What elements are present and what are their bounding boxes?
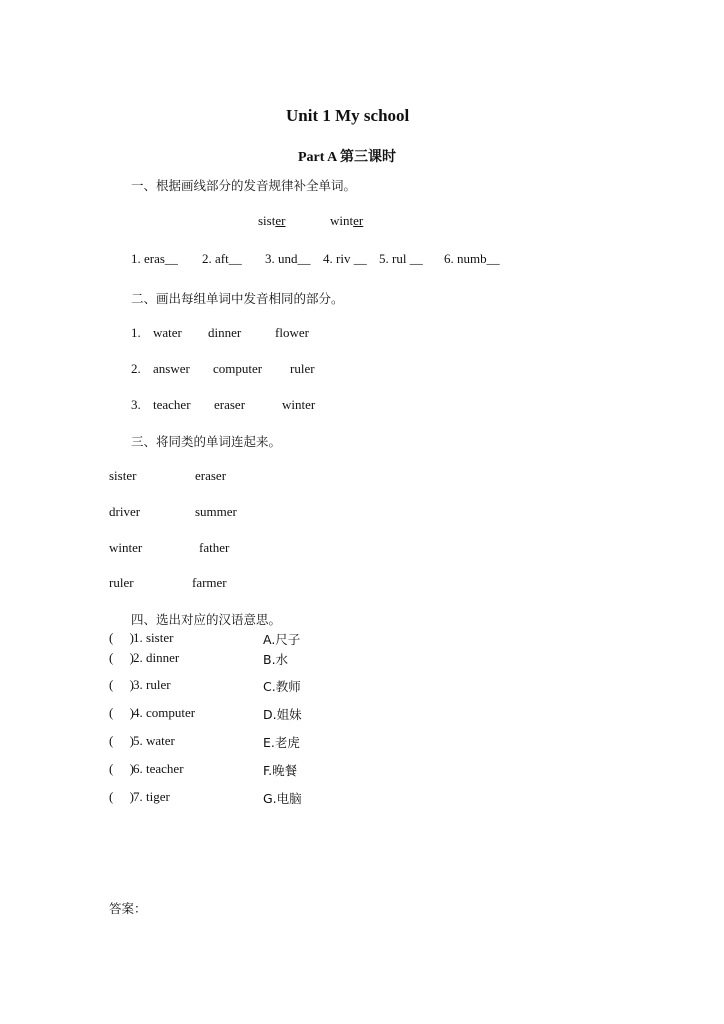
match-left-word: winter bbox=[109, 540, 143, 555]
example-word-winter bbox=[330, 213, 363, 229]
group-word: eraser bbox=[214, 397, 246, 412]
section3-heading: 三、将同类的单词连起来。 bbox=[131, 434, 282, 449]
answer-blank: ( ) bbox=[109, 733, 134, 748]
question-word: 1. sister bbox=[133, 630, 174, 645]
choice-option: G.电脑 bbox=[263, 791, 302, 806]
question-word: 5. water bbox=[133, 733, 175, 748]
answer-blank: ( ) bbox=[109, 677, 134, 692]
choice-option: F.晚餐 bbox=[263, 763, 298, 778]
section4-heading: 四、选出对应的汉语意思。 bbox=[131, 612, 282, 627]
choice-option: D.姐妹 bbox=[263, 707, 302, 722]
group-word: answer bbox=[153, 361, 190, 376]
answer-blank: ( ) bbox=[109, 761, 134, 776]
group-word: dinner bbox=[208, 325, 242, 340]
group-word: computer bbox=[213, 361, 263, 376]
answer-blank: ( ) bbox=[109, 650, 134, 665]
match-left-word: driver bbox=[109, 504, 141, 519]
answer-blank: ( ) bbox=[109, 630, 134, 645]
match-right-word: farmer bbox=[192, 575, 227, 590]
group-word: teacher bbox=[153, 397, 191, 412]
match-right-word: father bbox=[199, 540, 230, 555]
choice-option: E.老虎 bbox=[263, 735, 300, 750]
fill-item: 3. und__ bbox=[265, 251, 311, 266]
question-word: 3. ruler bbox=[133, 677, 171, 692]
group-number: 1. bbox=[131, 325, 141, 340]
example-prefix: wint bbox=[330, 213, 354, 228]
answer-blank: ( ) bbox=[109, 789, 134, 804]
choice-option: B.水 bbox=[263, 652, 289, 667]
question-word: 7. tiger bbox=[133, 789, 170, 804]
question-word: 2. dinner bbox=[133, 650, 180, 665]
section1-heading: 一、根据画线部分的发音规律补全单词。 bbox=[131, 178, 357, 193]
match-right-word: eraser bbox=[195, 468, 227, 483]
group-word: water bbox=[153, 325, 182, 340]
fill-item: 1. eras__ bbox=[131, 251, 178, 266]
fill-item: 5. rul __ bbox=[379, 251, 423, 266]
fill-item: 4. riv __ bbox=[323, 251, 367, 266]
fill-item: 6. numb__ bbox=[444, 251, 500, 266]
question-word: 6. teacher bbox=[133, 761, 184, 776]
page-subtitle: Part A 第三课时 bbox=[298, 150, 396, 165]
answer-blank: ( ) bbox=[109, 705, 134, 720]
answer-label: 答案： bbox=[109, 901, 147, 916]
group-number: 3. bbox=[131, 397, 141, 412]
choice-option: C.教师 bbox=[263, 679, 301, 694]
group-word: flower bbox=[275, 325, 309, 340]
match-right-word: summer bbox=[195, 504, 237, 519]
page-title: Unit 1 My school bbox=[286, 106, 410, 125]
group-number: 2. bbox=[131, 361, 141, 376]
example-underlined-part: er bbox=[275, 213, 286, 228]
example-prefix: sist bbox=[258, 213, 276, 228]
question-word: 4. computer bbox=[133, 705, 196, 720]
section2-heading: 二、画出每组单词中发音相同的部分。 bbox=[131, 291, 344, 306]
example-underlined-part: er bbox=[353, 213, 364, 228]
fill-item: 2. aft__ bbox=[202, 251, 242, 266]
group-word: ruler bbox=[290, 361, 315, 376]
match-left-word: sister bbox=[109, 468, 137, 483]
group-word: winter bbox=[282, 397, 316, 412]
match-left-word: ruler bbox=[109, 575, 134, 590]
example-word-sister bbox=[258, 213, 285, 229]
choice-option: A.尺子 bbox=[263, 632, 301, 647]
